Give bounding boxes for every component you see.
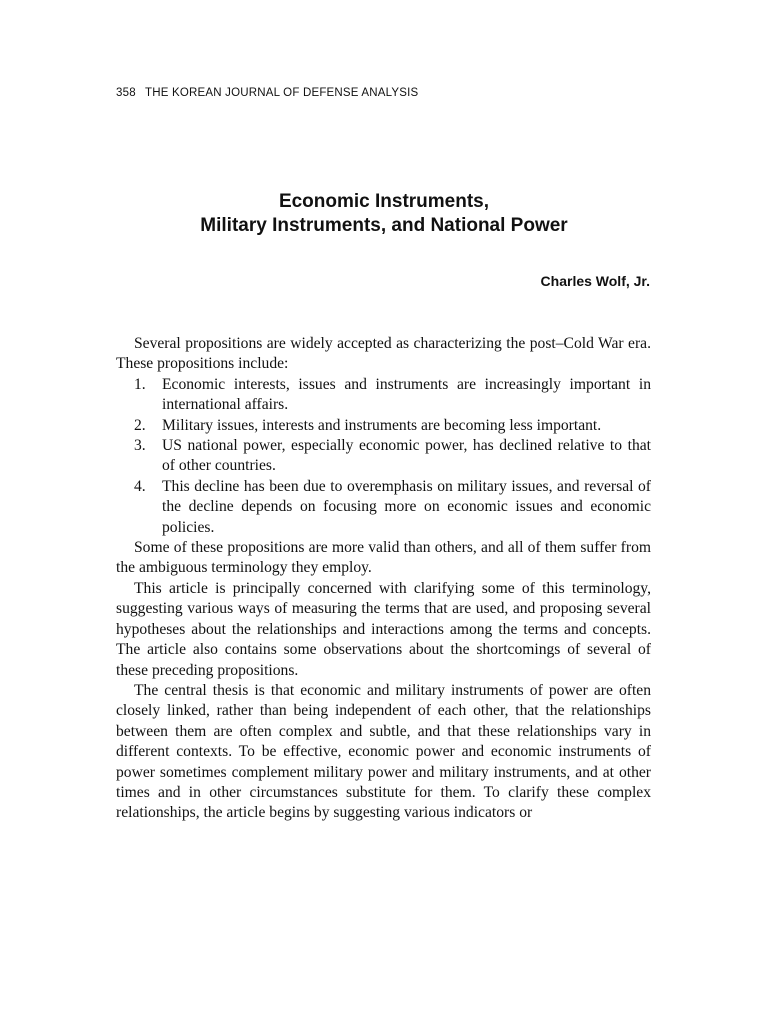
author-name: Charles Wolf, Jr. bbox=[540, 273, 650, 289]
intro-paragraph: Several propositions are widely accepted as characterizing the post–Cold War era. These propositions include: bbox=[116, 335, 651, 373]
page-number: 358 bbox=[116, 87, 136, 99]
list-item bbox=[116, 436, 651, 477]
list-item bbox=[116, 375, 651, 416]
body-paragraph: Some of these propositions are more valid than others, and all of them suffer from the ambiguous terminology they employ. bbox=[116, 539, 651, 577]
list-item-text: US national power, especially economic power, has declined relative to that of other countries. bbox=[162, 437, 651, 475]
journal-name: THE KOREAN JOURNAL OF DEFENSE ANALYSIS bbox=[144, 87, 419, 99]
list-item-text: This decline has been due to overemphasis on military issues, and reversal of the decline depends on focusing more on economic issues and economic policies. bbox=[162, 477, 651, 536]
list-number: 4. bbox=[134, 477, 146, 495]
title-line-2: Military Instruments, and National Power bbox=[200, 215, 568, 236]
title-line-1: Economic Instruments, bbox=[278, 191, 490, 212]
running-header bbox=[116, 87, 418, 99]
list-item-text: Economic interests, issues and instruments are increasingly important in international affairs. bbox=[162, 375, 651, 414]
list-item-text: Military issues, interests and instruments are becoming less important. bbox=[162, 416, 602, 434]
list-number: 2. bbox=[134, 416, 146, 434]
propositions-list bbox=[116, 375, 651, 538]
list-number: 1. bbox=[134, 375, 146, 393]
article-body bbox=[116, 334, 651, 824]
body-paragraph: The central thesis is that economic and military instruments of power are often closely linked, rather than being independent of each other, that the relationships between them are often complex and subtle, and that these relationships vary in different contexts. To be effective, economic power and economic instruments of power sometimes complement military power and military instruments, and at other times and in other circumstances substitute for them. To clarify these complex relationships, the article begins by suggesting various indicators or bbox=[116, 681, 651, 822]
list-item bbox=[116, 416, 651, 436]
article-title bbox=[0, 190, 768, 238]
body-paragraph: This article is principally concerned with clarifying some of this terminology, suggesting various ways of measuring the terms that are used, and proposing several hypotheses about the relationships and interactions among the terms and concepts. The article also contains some observations about the shortcomings of several of these preceding propositions. bbox=[116, 579, 651, 679]
list-item bbox=[116, 477, 651, 538]
list-number: 3. bbox=[134, 437, 146, 455]
